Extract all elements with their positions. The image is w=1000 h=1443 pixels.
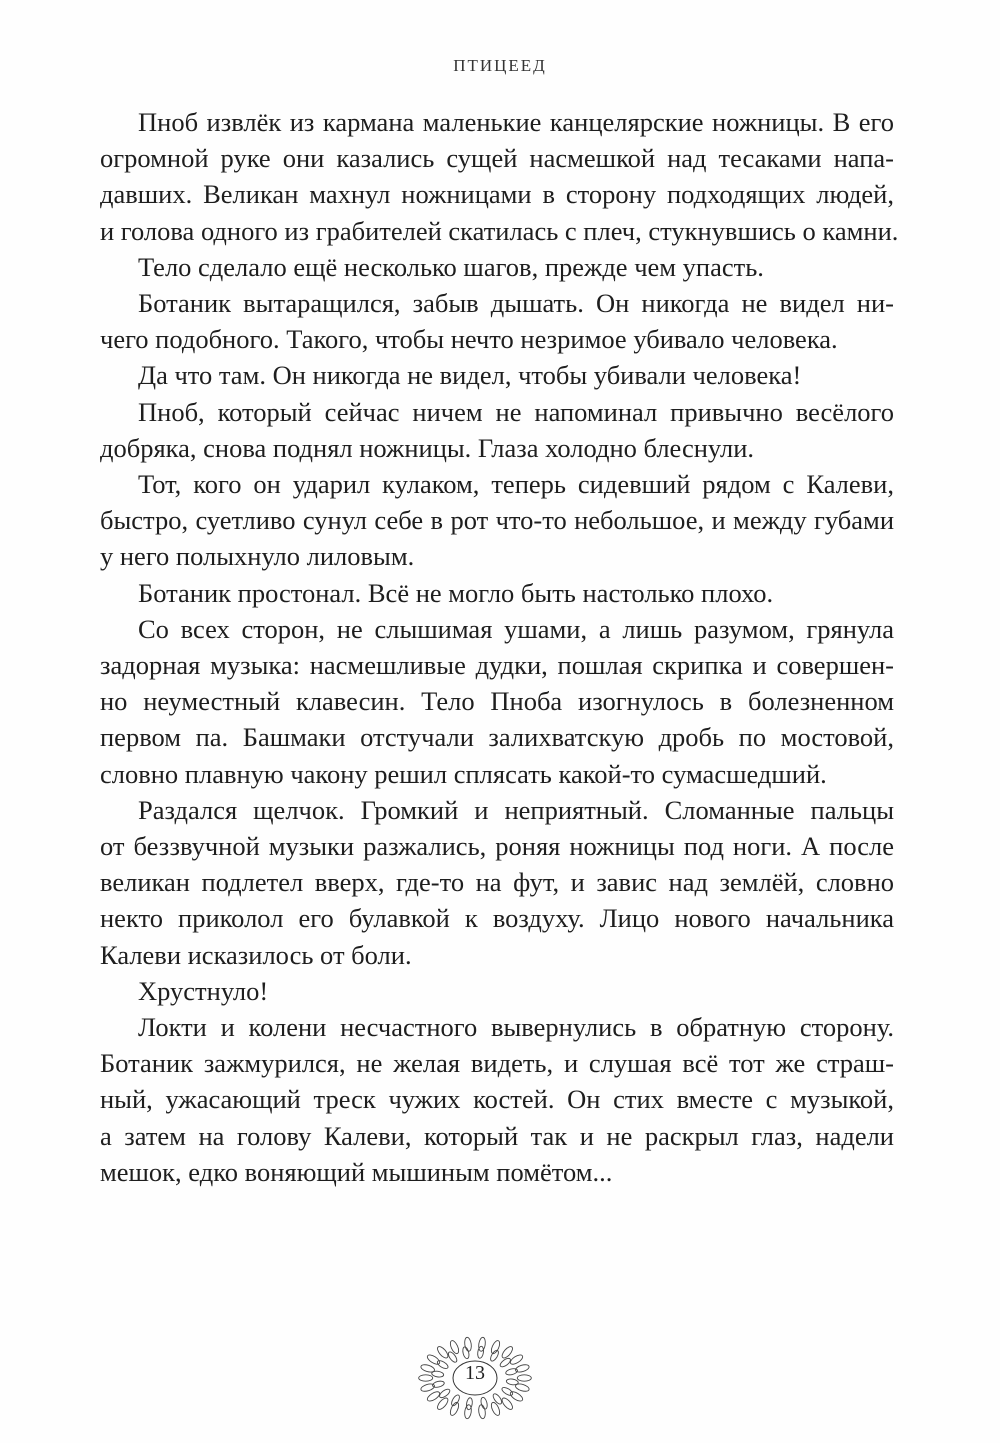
body-text: [62, 104, 899, 1190]
text-line: некто приколол его булавкой к воздуху. Лицо нового начальника: [100, 903, 894, 934]
ornament-petal: [478, 1337, 486, 1352]
text-line: первом па. Башмаки отстучали залихватскую дробь по мостовой,: [100, 722, 894, 753]
text-line: великан подлетел вверх, где-то на фут, и завис над землёй, словно: [100, 867, 894, 898]
paragraph: [62, 394, 894, 466]
text-line: Ботаник зажмурился, не желая видеть, и слушая всё тот же страш-: [100, 1048, 894, 1079]
paragraph: [62, 357, 894, 393]
text-line: чего подобного. Такого, чтобы нечто незримое убивало человека.: [100, 324, 838, 355]
text-line: от беззвучной музыки разжались, роняя ножницы под ноги. А после: [100, 831, 894, 862]
text-line: добряка, снова поднял ножницы. Глаза холодно блеснули.: [100, 432, 755, 463]
text-line: Калеви исказилось от боли.: [100, 939, 412, 970]
text-line: Тот, кого он ударил кулаком, теперь сидевший рядом с Калеви,: [138, 469, 894, 500]
ornament-petal: [500, 1396, 514, 1411]
text-line: ный, ужасающий треск чужих костей. Он стих вместе с музыкой,: [100, 1084, 894, 1115]
paragraph: [62, 611, 894, 792]
text-line: Со всех сторон, не слышимая ушами, а лишь разумом, грянула: [138, 613, 894, 644]
running-head: ПТИЦЕЕД: [453, 56, 547, 75]
text-line: Ботаник вытаращился, забыв дышать. Он никогда не видел ни-: [138, 288, 894, 319]
ornament-petal: [436, 1345, 450, 1360]
text-line: быстро, суетливо сунул себе в рот что-то небольшое, и между губами: [100, 505, 894, 536]
ornament-petal: [489, 1349, 500, 1362]
paragraph: [62, 104, 899, 249]
paragraph: [62, 249, 894, 285]
ornament-petal: [449, 1339, 461, 1354]
ornament-petal: [438, 1388, 451, 1400]
ornament-petal: [492, 1392, 504, 1405]
ornament-petal: [436, 1396, 450, 1411]
paragraph: [62, 792, 894, 973]
text-line: Ботаник простонал. Всё не могло быть настолько плохо.: [138, 577, 774, 608]
ornament-petal: [501, 1386, 514, 1397]
ornament-petal: [449, 1401, 461, 1416]
ornament-petal: [450, 1394, 461, 1407]
paragraph: [62, 466, 894, 575]
text-line: Раздался щелчок. Громкий и неприятный. Сломанные пальцы: [138, 794, 894, 825]
text-line: Пноб извлёк из кармана маленькие канцелярские ножницы. В его: [138, 107, 894, 137]
text-line: задорная музыка: насмешливые дудки, пошлая скрипка и совершен-: [100, 650, 894, 681]
ornament-petal: [426, 1390, 441, 1403]
text-line: огромной руке они казались сущей насмешкой над тесаками напа-: [100, 143, 894, 174]
ornament-petal: [466, 1397, 473, 1410]
text-line: и голова одного из грабителей скатилась с плеч, стукнувшись о камни.: [100, 215, 899, 246]
text-line: а затем на голову Калеви, который так и не раскрыл глаз, надели: [100, 1120, 894, 1151]
text-line: у него полыхнуло лиловым.: [100, 541, 415, 572]
paragraph: [62, 973, 894, 1009]
ornament-petal: [464, 1404, 472, 1419]
text-line: Локти и колени несчастного вывернулись в обратную сторону.: [138, 1012, 894, 1043]
text-line: словно плавную чакону решил сплясать какой-то сумасшедший.: [100, 758, 827, 789]
ornament-petal: [490, 1339, 502, 1354]
paragraph: [62, 285, 894, 357]
ornament-petal: [477, 1346, 484, 1359]
text-line: давших. Великан махнул ножницами в сторону подходящих людей,: [100, 179, 894, 210]
text-line: Хрустнуло!: [138, 975, 269, 1006]
paragraph: [62, 575, 894, 611]
text-line: Пноб, который сейчас ничем не напоминал привычно весёлого: [138, 396, 894, 427]
ornament-petal: [500, 1345, 514, 1360]
text-line: Тело сделало ещё несколько шагов, прежде чем упасть.: [138, 251, 764, 282]
text-line: но неуместный клавесин. Тело Пноба изогнулось в болезненном: [100, 686, 894, 717]
paragraph: [62, 1009, 894, 1190]
ornament-petal: [490, 1401, 502, 1416]
ornament-petal: [509, 1390, 524, 1403]
text-line: мешок, едко воняющий мышиным помётом...: [100, 1156, 613, 1187]
page-number: 13: [465, 1362, 485, 1384]
text-line: Да что там. Он никогда не видел, чтобы убивали человека!: [138, 360, 802, 391]
